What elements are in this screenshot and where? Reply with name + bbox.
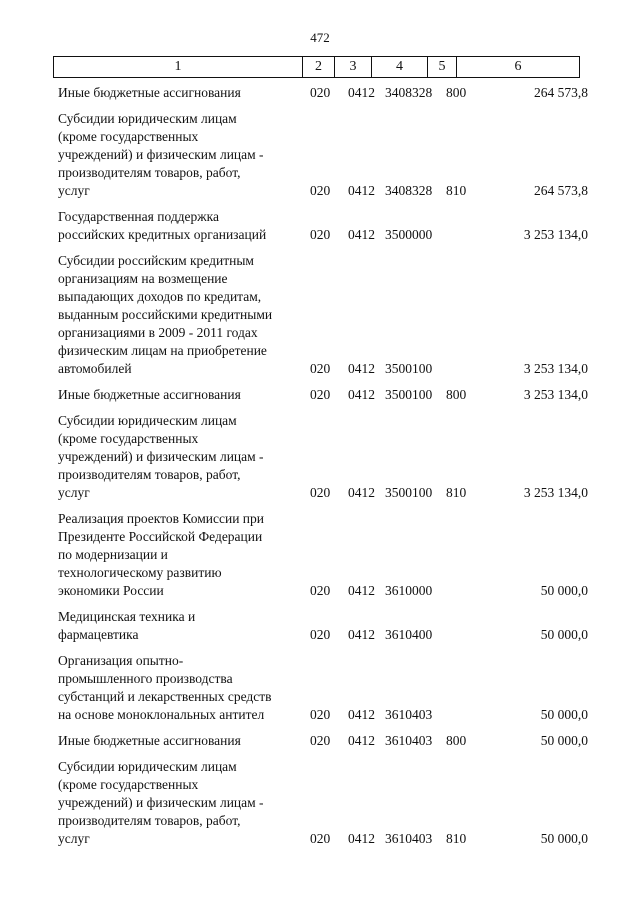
description-line: Субсидии юридическим лицам — [58, 413, 237, 428]
cell-c6: 3 253 134,0 — [523, 485, 588, 500]
description-line: Субсидии российским кредитным — [58, 253, 254, 268]
description-line: Организация опытно- — [58, 653, 184, 668]
cell-c4: 3408328 — [385, 183, 433, 198]
cell-c6: 50 000,0 — [540, 583, 588, 598]
cell-c4: 3500100 — [385, 485, 433, 500]
row-codes — [0, 582, 640, 600]
row-codes — [0, 360, 640, 378]
cell-c3: 0412 — [348, 831, 375, 846]
column-header-6: 6 — [457, 57, 580, 78]
description-line: выданным российскими кредитными — [58, 307, 273, 322]
cell-c6: 3 253 134,0 — [523, 227, 588, 242]
budget-rows — [0, 84, 640, 856]
cell-c2: 020 — [310, 387, 331, 402]
cell-c5: 810 — [446, 485, 467, 500]
description-line: экономики России — [58, 583, 164, 598]
description-line: Субсидии юридическим лицам — [58, 759, 237, 774]
description-line: организациями в 2009 - 2011 годах — [58, 325, 258, 340]
row-codes — [0, 182, 640, 200]
description-line: Иные бюджетные ассигнования — [58, 85, 241, 100]
column-header-3: 3 — [335, 57, 372, 78]
table-row — [0, 208, 640, 244]
cell-c4: 3500100 — [385, 361, 433, 376]
cell-c6: 50 000,0 — [540, 733, 588, 748]
cell-c6: 50 000,0 — [540, 627, 588, 642]
row-codes — [0, 226, 640, 244]
description-line: (кроме государственных — [58, 777, 199, 792]
description-line: Реализация проектов Комиссии при — [58, 511, 265, 526]
row-codes — [0, 626, 640, 644]
cell-c2: 020 — [310, 485, 331, 500]
table-row — [0, 652, 640, 724]
description-line: технологическому развитию — [58, 565, 222, 580]
row-codes — [0, 830, 640, 848]
cell-c3: 0412 — [348, 387, 375, 402]
row-codes — [0, 386, 640, 404]
row-codes — [0, 732, 640, 750]
table-row — [0, 110, 640, 200]
cell-c4: 3500100 — [385, 387, 433, 402]
cell-c6: 3 253 134,0 — [523, 361, 588, 376]
cell-c2: 020 — [310, 183, 331, 198]
description-line: Президенте Российской Федерации — [58, 529, 263, 544]
cell-c3: 0412 — [348, 227, 375, 242]
description-line: Медицинская техника и — [58, 609, 196, 624]
description-line: производителям товаров, работ, — [58, 813, 241, 828]
cell-c3: 0412 — [348, 85, 375, 100]
cell-c3: 0412 — [348, 361, 375, 376]
cell-c3: 0412 — [348, 733, 375, 748]
table-row — [0, 84, 640, 102]
cell-c3: 0412 — [348, 485, 375, 500]
cell-c3: 0412 — [348, 183, 375, 198]
cell-c5: 810 — [446, 831, 467, 846]
column-header-5: 5 — [428, 57, 457, 78]
cell-c2: 020 — [310, 627, 331, 642]
description-line: производителям товаров, работ, — [58, 467, 241, 482]
column-header-row — [54, 57, 580, 78]
column-header-2: 2 — [303, 57, 335, 78]
cell-c4: 3610000 — [385, 583, 433, 598]
description-line: российских кредитных организаций — [58, 227, 267, 242]
description-line: учреждений) и физическим лицам - — [58, 449, 264, 464]
cell-c4: 3500000 — [385, 227, 433, 242]
description-line: Иные бюджетные ассигнования — [58, 733, 241, 748]
description-line: субстанций и лекарственных средств — [58, 689, 272, 704]
page-number: 472 — [310, 30, 330, 45]
cell-c2: 020 — [310, 733, 331, 748]
cell-c5: 810 — [446, 183, 467, 198]
cell-c6: 264 573,8 — [534, 85, 588, 100]
description-line: фармацевтика — [58, 627, 139, 642]
description-line: Государственная поддержка — [58, 209, 219, 224]
description-line: (кроме государственных — [58, 129, 199, 144]
description-line: (кроме государственных — [58, 431, 199, 446]
cell-c2: 020 — [310, 361, 331, 376]
column-header-1: 1 — [54, 57, 303, 78]
cell-c2: 020 — [310, 227, 331, 242]
description-line: физическим лицам на приобретение — [58, 343, 267, 358]
table-row — [0, 608, 640, 644]
cell-c4: 3610403 — [385, 707, 433, 722]
description-line: организациям на возмещение — [58, 271, 228, 286]
cell-c3: 0412 — [348, 707, 375, 722]
description-line: автомобилей — [58, 361, 132, 376]
table-row — [0, 386, 640, 404]
description-line: учреждений) и физическим лицам - — [58, 795, 264, 810]
cell-c6: 3 253 134,0 — [523, 387, 588, 402]
cell-c3: 0412 — [348, 583, 375, 598]
cell-c5: 800 — [446, 733, 467, 748]
cell-c3: 0412 — [348, 627, 375, 642]
cell-c6: 50 000,0 — [540, 831, 588, 846]
table-row — [0, 412, 640, 502]
column-header-4: 4 — [372, 57, 428, 78]
cell-c5: 800 — [446, 387, 467, 402]
cell-c4: 3610403 — [385, 831, 433, 846]
table-row — [0, 732, 640, 750]
table-row — [0, 758, 640, 848]
description-line: производителям товаров, работ, — [58, 165, 241, 180]
row-codes — [0, 706, 640, 724]
cell-c4: 3610403 — [385, 733, 433, 748]
row-codes — [0, 84, 640, 102]
description-line: на основе моноклональных антител — [58, 707, 265, 722]
description-line: Иные бюджетные ассигнования — [58, 387, 241, 402]
cell-c2: 020 — [310, 583, 331, 598]
table-row — [0, 252, 640, 378]
description-line: учреждений) и физическим лицам - — [58, 147, 264, 162]
description-line: промышленного производства — [58, 671, 233, 686]
description-line: услуг — [58, 183, 90, 198]
cell-c4: 3610400 — [385, 627, 433, 642]
cell-c2: 020 — [310, 707, 331, 722]
table-row — [0, 510, 640, 600]
cell-c2: 020 — [310, 85, 331, 100]
description-line: Субсидии юридическим лицам — [58, 111, 237, 126]
cell-c6: 50 000,0 — [540, 707, 588, 722]
description-line: по модернизации и — [58, 547, 168, 562]
column-header-table — [53, 56, 580, 78]
row-codes — [0, 484, 640, 502]
cell-c5: 800 — [446, 85, 467, 100]
cell-c2: 020 — [310, 831, 331, 846]
description-line: услуг — [58, 831, 90, 846]
cell-c4: 3408328 — [385, 85, 433, 100]
description-line: услуг — [58, 485, 90, 500]
description-line: выпадающих доходов по кредитам, — [58, 289, 262, 304]
cell-c6: 264 573,8 — [534, 183, 588, 198]
